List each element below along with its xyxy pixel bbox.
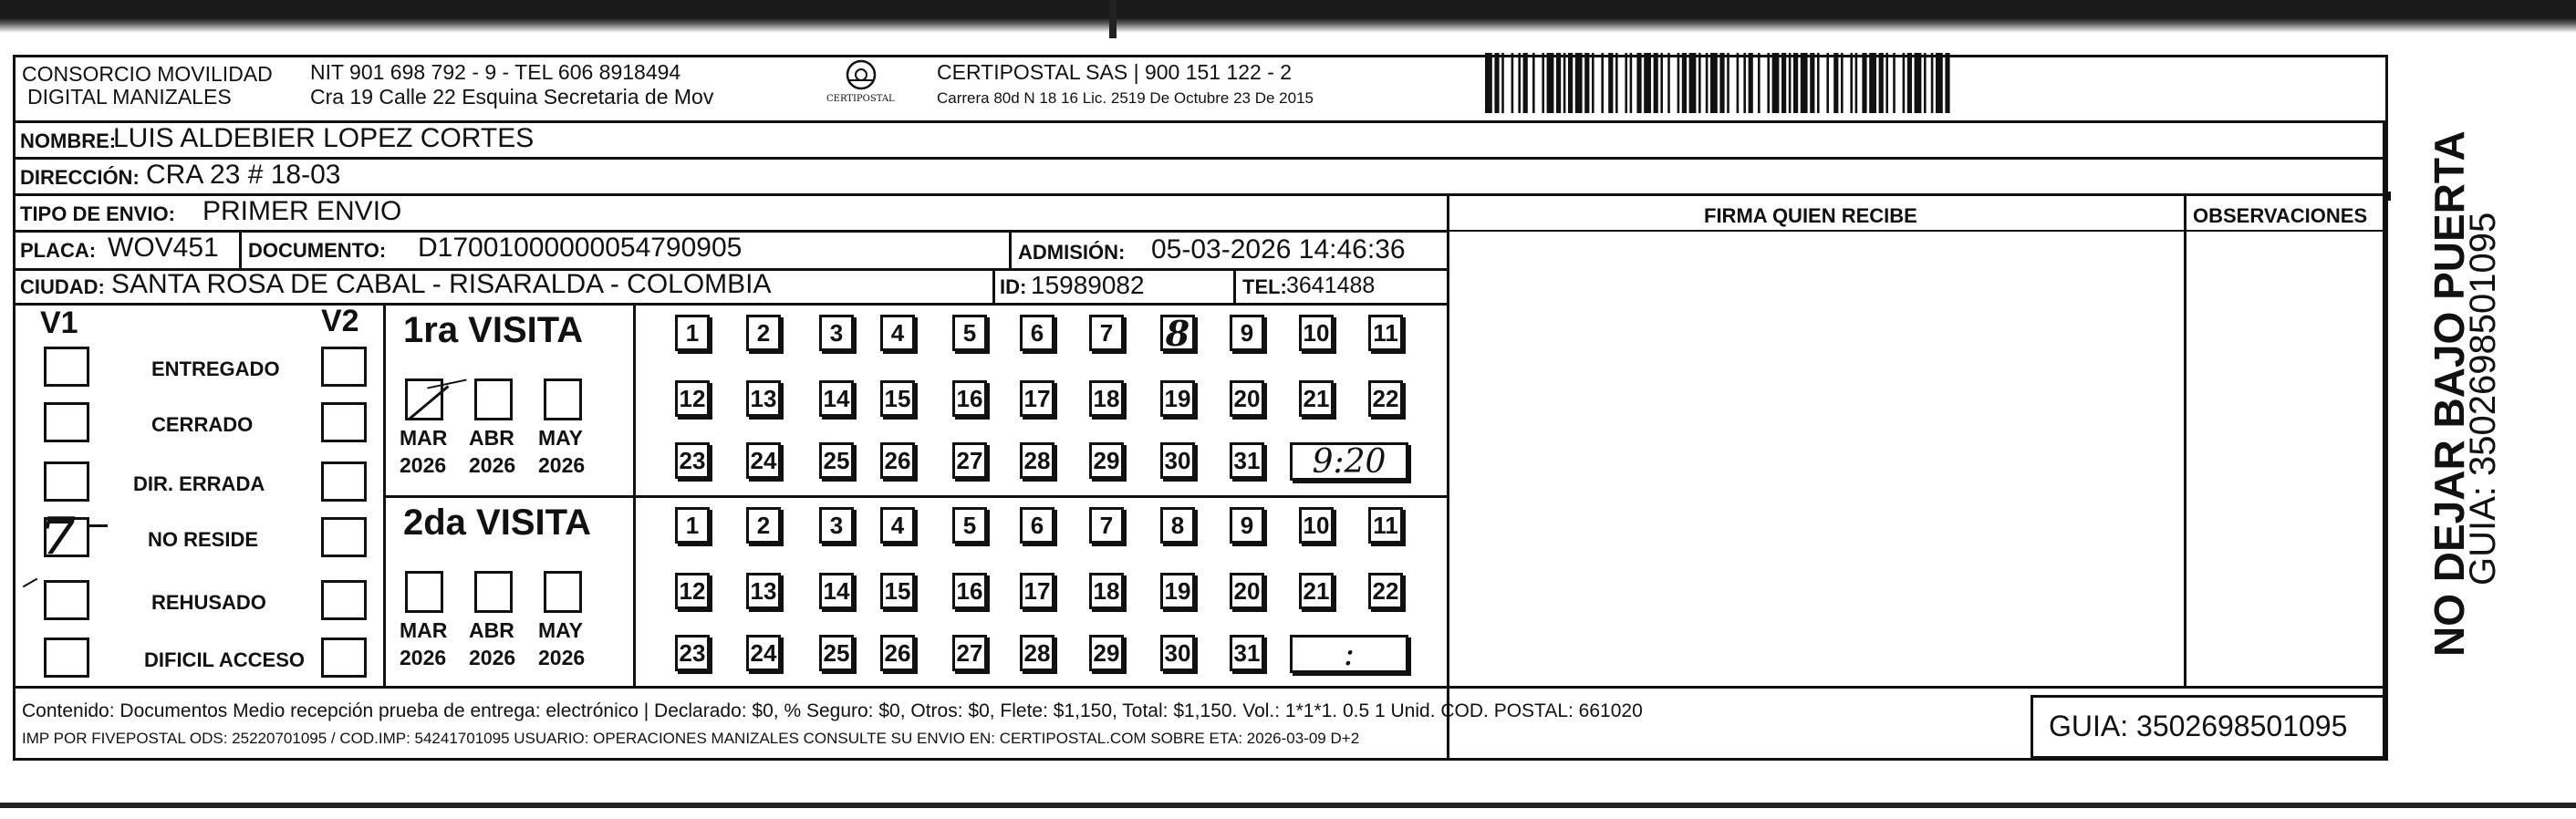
barcode-bar bbox=[1727, 53, 1729, 113]
day-box: 9 bbox=[1230, 507, 1264, 544]
barcode-bar bbox=[1584, 53, 1589, 113]
month-label: ABR bbox=[469, 426, 514, 450]
id-value: 15989082 bbox=[1031, 271, 1145, 299]
month-checkbox bbox=[474, 378, 513, 420]
day-box: 11 bbox=[1368, 315, 1403, 351]
documento-label: DOCUMENTO: bbox=[248, 239, 387, 262]
day-box: 2 bbox=[746, 315, 781, 351]
v2-checkbox bbox=[321, 580, 367, 620]
barcode-bar bbox=[1850, 53, 1853, 113]
day-box: 6 bbox=[1020, 315, 1054, 351]
day-box: 31 bbox=[1230, 442, 1264, 479]
barcode-bar bbox=[1636, 53, 1641, 113]
barcode-bar bbox=[1698, 53, 1701, 113]
day-box: 21 bbox=[1299, 380, 1334, 417]
day-box: 28 bbox=[1020, 635, 1054, 671]
v1-check-mark: 7 bbox=[40, 506, 76, 566]
certipostal-logo bbox=[825, 58, 898, 113]
ciudad-value: SANTA ROSA DE CABAL - RISARALDA - COLOMBIA bbox=[111, 269, 772, 299]
barcode-bar bbox=[1568, 53, 1573, 113]
year-label: 2026 bbox=[400, 646, 447, 669]
day-box: 30 bbox=[1160, 442, 1195, 479]
tel-value: 3641488 bbox=[1286, 273, 1376, 298]
day-box: 5 bbox=[952, 507, 987, 544]
guia-side: GUIA: 3502698501095 bbox=[2463, 212, 2503, 586]
day-box: 28 bbox=[1020, 442, 1054, 479]
month-label: MAY bbox=[538, 426, 583, 450]
barcode-bar bbox=[1689, 53, 1697, 113]
day-box: 3 bbox=[819, 315, 854, 351]
day-box: 6 bbox=[1020, 507, 1054, 544]
col-divider bbox=[1447, 193, 1449, 759]
barcode-bar bbox=[1601, 53, 1604, 113]
row-line bbox=[13, 686, 2388, 689]
status-option-label: REHUSADO bbox=[151, 591, 266, 614]
barcode-bar bbox=[1817, 53, 1820, 113]
nombre-label: NOMBRE: bbox=[20, 130, 117, 152]
barcode-bar bbox=[1547, 53, 1554, 113]
day-box: 18 bbox=[1089, 380, 1124, 417]
status-option-label: DIR. ERRADA bbox=[133, 472, 265, 495]
visit-time: 9:20 bbox=[1312, 442, 1387, 481]
visit-separator bbox=[383, 495, 1449, 498]
day-box-marked bbox=[1160, 312, 1195, 354]
month-label: MAY bbox=[538, 618, 583, 642]
barcode-bar bbox=[1644, 53, 1651, 113]
month-checkbox bbox=[474, 571, 513, 613]
barcode-bar bbox=[1862, 53, 1866, 113]
barcode-bar bbox=[1767, 53, 1770, 113]
day-box: 13 bbox=[746, 573, 781, 609]
day-box: 29 bbox=[1089, 442, 1124, 479]
barcode-bar bbox=[1532, 53, 1535, 113]
barcode-bar bbox=[1592, 53, 1594, 113]
barcode-bar bbox=[1793, 53, 1798, 113]
v2-header: V2 bbox=[321, 304, 359, 338]
v1-checkbox bbox=[44, 347, 89, 387]
barcode-bar bbox=[1781, 53, 1786, 113]
v1-checkbox bbox=[44, 461, 89, 502]
status-option-label: NO RESIDE bbox=[148, 528, 259, 551]
time-box bbox=[1290, 442, 1408, 481]
barcode-bar bbox=[1907, 53, 1912, 113]
day-box: 11 bbox=[1368, 507, 1403, 544]
day-box: 27 bbox=[952, 635, 987, 671]
day-box: 8 bbox=[1160, 507, 1195, 544]
barcode-bar bbox=[1931, 53, 1934, 113]
day-box: 25 bbox=[819, 442, 854, 479]
day-box: 9 bbox=[1230, 315, 1264, 351]
id-label: ID: bbox=[1000, 275, 1027, 298]
day-box: 10 bbox=[1299, 507, 1334, 544]
day-box: 5 bbox=[952, 315, 987, 351]
day-box: 30 bbox=[1160, 635, 1195, 671]
row-line bbox=[1449, 230, 2388, 232]
barcode-bar bbox=[1542, 53, 1544, 113]
v1-checkbox bbox=[44, 402, 89, 442]
barcode-bar bbox=[1810, 53, 1814, 113]
day-box: 14 bbox=[819, 380, 854, 417]
no-dejar-bajo-puerta: NO DEJAR BAJO PUERTA bbox=[2425, 130, 2473, 657]
year-label: 2026 bbox=[400, 453, 447, 477]
day-box: 3 bbox=[819, 507, 854, 544]
barcode-bar bbox=[1885, 53, 1888, 113]
barcode-bar bbox=[1518, 53, 1521, 113]
day-box: 31 bbox=[1230, 635, 1264, 671]
check-stroke bbox=[88, 524, 108, 527]
day-box: 26 bbox=[880, 442, 915, 479]
day-box: 16 bbox=[952, 573, 987, 609]
day-box: 19 bbox=[1160, 573, 1195, 609]
day-box: 4 bbox=[880, 315, 915, 351]
barcode-bar bbox=[1523, 53, 1528, 113]
barcode-bar bbox=[1667, 53, 1670, 113]
month-label: ABR bbox=[469, 618, 514, 642]
cell-divider bbox=[1009, 230, 1012, 268]
cell-divider bbox=[239, 230, 242, 268]
col-divider bbox=[2388, 192, 2391, 201]
scan-top-tear bbox=[1109, 0, 1117, 38]
day-box: 19 bbox=[1160, 380, 1195, 417]
direccion-label: DIRECCIÓN: bbox=[20, 166, 140, 189]
barcode-bar bbox=[1789, 53, 1792, 113]
barcode-bar bbox=[1772, 53, 1780, 113]
barcode-bar bbox=[1855, 53, 1858, 113]
admision-label: ADMISIÓN: bbox=[1018, 241, 1126, 264]
barcode-bar bbox=[1660, 53, 1663, 113]
v2-checkbox bbox=[321, 517, 367, 557]
v2-checkbox bbox=[321, 402, 367, 442]
day-box: 12 bbox=[675, 573, 710, 609]
v2-checkbox bbox=[321, 461, 367, 502]
address-line: Cra 19 Calle 22 Esquina Secretaria de Mov bbox=[310, 85, 714, 109]
year-label: 2026 bbox=[469, 453, 516, 477]
day-box: 14 bbox=[819, 573, 854, 609]
barcode-bar bbox=[1833, 53, 1838, 113]
barcode-bar bbox=[1625, 53, 1627, 113]
contenido-line: Contenido: Documentos Medio recepción prueba de entrega: electrónico | Declarado: $0, % Seguro: $0, Otros: $0, Flete: $1,150, Total: $1,150. Vol.: 1*1*1. 0.5 1 Unid. COD. POSTAL: 661020 bbox=[22, 700, 1643, 721]
nit-line: NIT 901 698 792 - 9 - TEL 606 8918494 bbox=[310, 60, 681, 84]
col-divider bbox=[2383, 120, 2385, 759]
visit-title: 1ra VISITA bbox=[403, 310, 584, 350]
day-box: 17 bbox=[1020, 573, 1054, 609]
guia-footer: GUIA: 3502698501095 bbox=[2049, 710, 2348, 742]
day-box: 24 bbox=[746, 635, 781, 671]
barcode-bar bbox=[1511, 53, 1514, 113]
day-box: 21 bbox=[1299, 573, 1334, 609]
tel-label: TEL: bbox=[1242, 275, 1287, 298]
barcode-bar bbox=[1654, 53, 1658, 113]
month-label: MAR bbox=[400, 618, 448, 642]
col-divider bbox=[2184, 193, 2186, 686]
visit-title: 2da VISITA bbox=[403, 503, 591, 543]
barcode-bar bbox=[1936, 53, 1943, 113]
day-box: 7 bbox=[1089, 315, 1124, 351]
barcode-bar bbox=[1945, 53, 1949, 113]
v2-checkbox bbox=[321, 638, 367, 678]
cell-divider bbox=[1233, 268, 1236, 303]
day-box: 13 bbox=[746, 380, 781, 417]
day-box: 29 bbox=[1089, 635, 1124, 671]
year-label: 2026 bbox=[538, 646, 586, 669]
ciudad-label: CIUDAD: bbox=[20, 275, 105, 298]
barcode-bar bbox=[1758, 53, 1761, 113]
barcode-bar bbox=[1915, 53, 1922, 113]
status-option-label: DIFICIL ACCESO bbox=[144, 648, 306, 671]
admision-value: 05-03-2026 14:46:36 bbox=[1151, 234, 1406, 264]
placa-label: PLACA: bbox=[20, 239, 97, 262]
status-option-label: ENTREGADO bbox=[151, 358, 280, 380]
barcode-bar bbox=[1841, 53, 1844, 113]
placa-value: WOV451 bbox=[108, 233, 219, 263]
consorcio-line2: DIGITAL MANIZALES bbox=[27, 85, 232, 109]
barcode-bar bbox=[1615, 53, 1618, 113]
month-checkbox bbox=[544, 378, 582, 420]
v1-header: V1 bbox=[40, 306, 78, 340]
barcode-bar bbox=[1556, 53, 1561, 113]
v1-checkbox bbox=[44, 580, 89, 620]
barcode-bar bbox=[1494, 53, 1499, 113]
scan-top-edge bbox=[0, 0, 2576, 33]
barcode-bar bbox=[1485, 53, 1492, 113]
barcode-bar bbox=[1903, 53, 1906, 113]
month-checkbox bbox=[544, 571, 582, 613]
day-box: 25 bbox=[819, 635, 854, 671]
barcode-bar bbox=[1879, 53, 1884, 113]
time-box bbox=[1290, 635, 1408, 673]
day-box: 16 bbox=[952, 380, 987, 417]
day-box: 18 bbox=[1089, 573, 1124, 609]
v2-checkbox bbox=[321, 347, 367, 387]
certipostal-logo-icon bbox=[825, 58, 898, 113]
barcode bbox=[1485, 53, 2215, 113]
tipo-value: PRIMER ENVIO bbox=[203, 196, 402, 226]
row-line bbox=[13, 303, 1449, 306]
barcode-bar bbox=[1719, 53, 1724, 113]
cell-divider bbox=[992, 268, 995, 303]
status-option-label: CERRADO bbox=[151, 413, 254, 436]
tipo-label: TIPO DE ENVIO: bbox=[20, 202, 175, 225]
day-box: 2 bbox=[746, 507, 781, 544]
barcode-bar bbox=[1737, 53, 1740, 113]
day-box: 26 bbox=[880, 635, 915, 671]
day-box: 12 bbox=[675, 380, 710, 417]
day-box: 7 bbox=[1089, 507, 1124, 544]
year-label: 2026 bbox=[469, 646, 516, 669]
barcode-bar bbox=[1563, 53, 1566, 113]
barcode-bar bbox=[1893, 53, 1896, 113]
day-mark: 8 bbox=[1165, 312, 1190, 354]
barcode-bar bbox=[1826, 53, 1829, 113]
barcode-bar bbox=[1801, 53, 1808, 113]
barcode-bar bbox=[1678, 53, 1680, 113]
year-label: 2026 bbox=[538, 453, 586, 477]
courier-line1: CERTIPOSTAL SAS | 900 151 122 - 2 bbox=[937, 60, 1293, 84]
label-frame bbox=[13, 55, 2388, 761]
day-box: 24 bbox=[746, 442, 781, 479]
barcode-bar bbox=[1924, 53, 1927, 113]
documento-value: D17001000000054790905 bbox=[418, 233, 743, 263]
day-box: 23 bbox=[675, 635, 710, 671]
day-box: 23 bbox=[675, 442, 710, 479]
month-checkbox bbox=[405, 571, 443, 613]
visit-divider bbox=[633, 303, 636, 686]
day-box: 17 bbox=[1020, 380, 1054, 417]
day-box: 10 bbox=[1299, 315, 1334, 351]
nombre-value: LUIS ALDEBIER LOPEZ CORTES bbox=[113, 123, 535, 153]
logo-text: CERTIPOSTAL bbox=[826, 94, 895, 104]
month-label: MAR bbox=[400, 426, 448, 450]
row-line bbox=[13, 157, 2388, 160]
barcode-bar bbox=[1575, 53, 1583, 113]
barcode-bar bbox=[1682, 53, 1687, 113]
barcode-bar bbox=[1749, 53, 1753, 113]
day-box: 1 bbox=[675, 507, 710, 544]
day-box: 15 bbox=[880, 573, 915, 609]
day-box: 20 bbox=[1230, 573, 1264, 609]
day-box: 20 bbox=[1230, 380, 1264, 417]
barcode-bar bbox=[1743, 53, 1746, 113]
direccion-value: CRA 23 # 18-03 bbox=[146, 160, 341, 190]
day-box: 22 bbox=[1368, 573, 1403, 609]
day-box: 15 bbox=[880, 380, 915, 417]
barcode-bar bbox=[1608, 53, 1613, 113]
day-box: 22 bbox=[1368, 380, 1403, 417]
firma-header: FIRMA QUIEN RECIBE bbox=[1704, 204, 1917, 227]
barcode-bar bbox=[1706, 53, 1709, 113]
day-box: 4 bbox=[880, 507, 915, 544]
day-box: 27 bbox=[952, 442, 987, 479]
barcode-bar bbox=[1869, 53, 1876, 113]
barcode-bar bbox=[1630, 53, 1633, 113]
v1-checkbox bbox=[44, 638, 89, 678]
courier-line2: Carrera 80d N 18 16 Lic. 2519 De Octubre 23 De 2015 bbox=[937, 89, 1314, 107]
scan-bottom-edge bbox=[0, 803, 2576, 808]
barcode-bar bbox=[1710, 53, 1718, 113]
observaciones-header: OBSERVACIONES bbox=[2193, 204, 2368, 227]
visit-time: : bbox=[1343, 635, 1356, 673]
barcode-bar bbox=[1501, 53, 1504, 113]
imp-line: IMP POR FIVEPOSTAL ODS: 25220701095 / COD.IMP: 54241701095 USUARIO: OPERACIONES MANIZALES CONSULTE SU ENVIO EN: CERTIPOSTAL.COM SOBRE ETA: 2026-03-09 D+2 bbox=[22, 730, 1360, 747]
status-divider bbox=[383, 303, 386, 686]
day-box: 1 bbox=[675, 315, 710, 351]
consorcio-line1: CONSORCIO MOVILIDAD bbox=[22, 62, 273, 86]
